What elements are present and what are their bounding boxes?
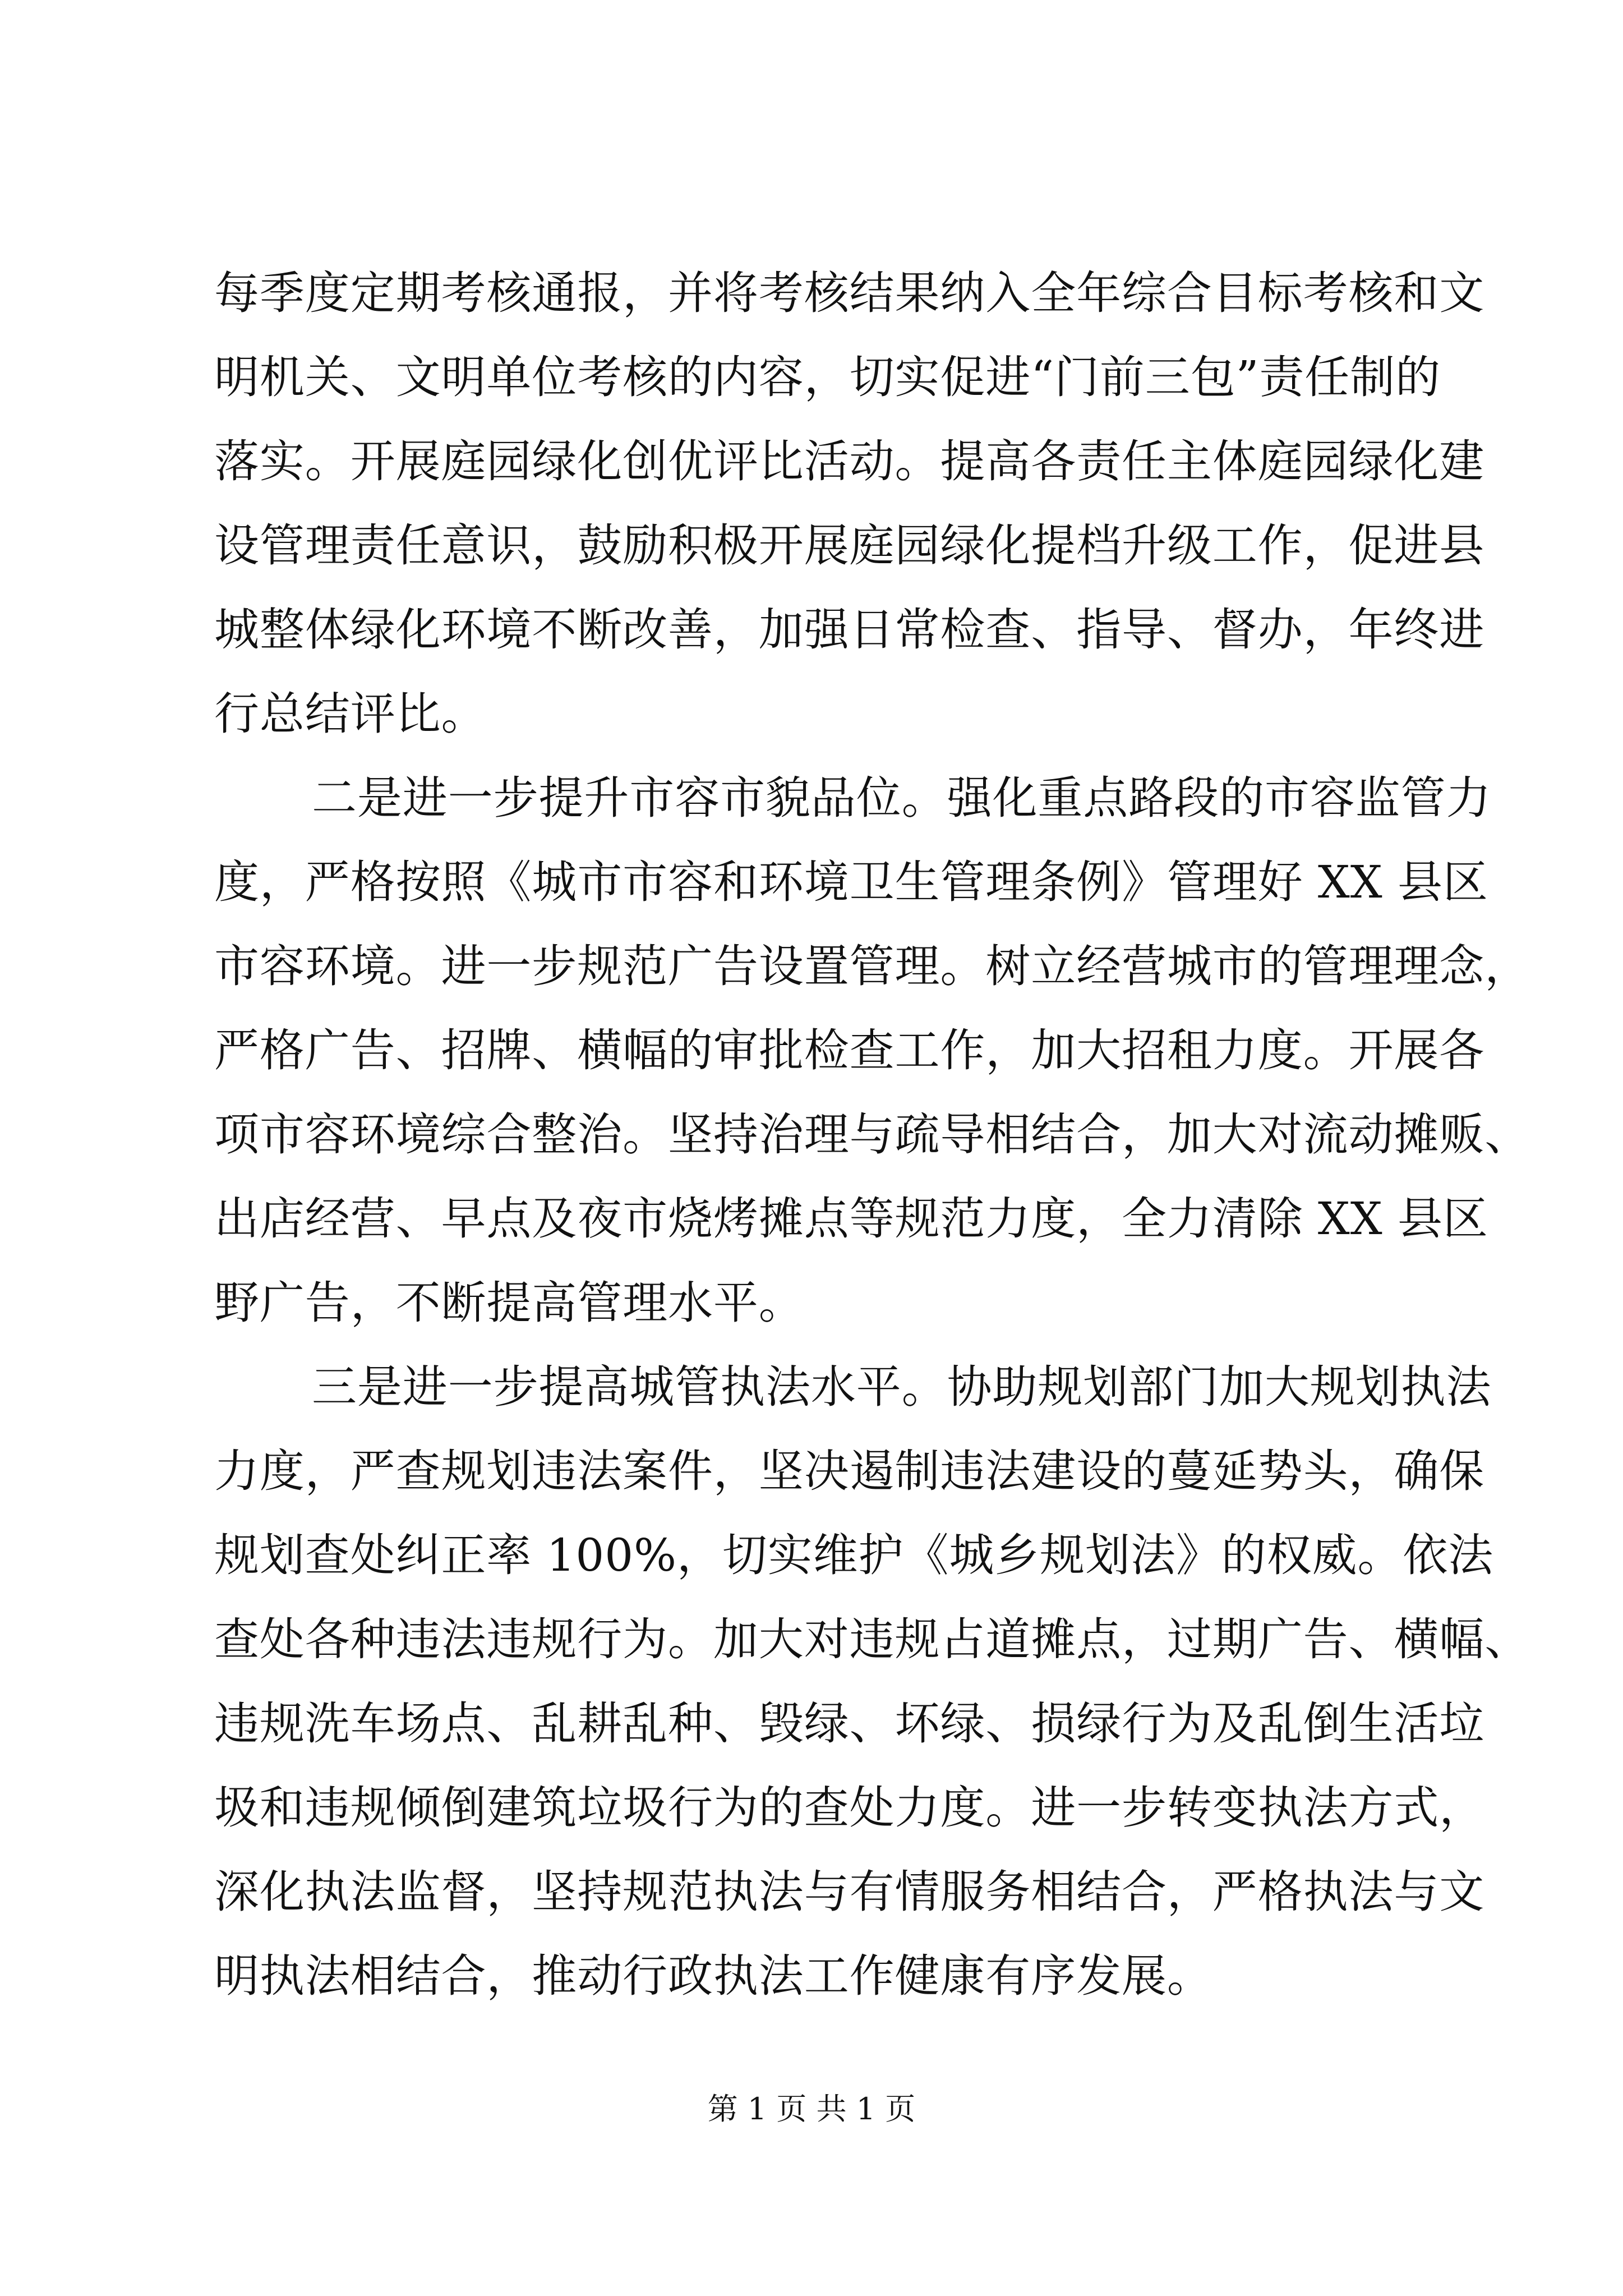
paragraph-1-line-1: 每季度定期考核通报，并将考核结果纳入全年综合目标考核和文 — [214, 267, 1485, 319]
paragraph-2-line-5: 项市容环境综合整治。坚持治理与疏导相结合，加大对流动摊贩、 — [214, 1108, 1530, 1161]
paragraph-3-line-8: 明执法相结合，推动行政执法工作健康有序发展。 — [214, 1950, 1212, 2002]
paragraph-1-line-4: 设管理责任意识，鼓励积极开展庭园绿化提档升级工作，促进县 — [214, 519, 1485, 572]
paragraph-1-line-2: 明机关、文明单位考核的内容，切实促进“门前三包”责任制的 — [214, 351, 1441, 403]
paragraph-3-line-3: 规划查处纠正率 100%，切实维护《城乡规划法》的权威。依法 — [214, 1529, 1494, 1581]
paragraph-3-line-6: 圾和违规倾倒建筑垃圾行为的查处力度。进一步转变执法方式， — [214, 1782, 1485, 1834]
paragraph-2-line-6: 出店经营、早点及夜市烧烤摊点等规范力度，全力清除 XX 县区 — [214, 1193, 1488, 1245]
paragraph-1-line-5: 城整体绿化环境不断改善，加强日常检查、指导、督办，年终进 — [214, 604, 1485, 656]
paragraph-3-line-4: 查处各种违法违规行为。加大对违规占道摊点，过期广告、横幅、 — [214, 1613, 1530, 1665]
paragraph-2-line-4: 严格广告、招牌、横幅的审批检查工作，加大招租力度。开展各 — [214, 1024, 1485, 1076]
paragraph-3-line-7: 深化执法监督，坚持规范执法与有情服务相结合，严格执法与文 — [214, 1866, 1485, 1918]
paragraph-1-line-3: 落实。开展庭园绿化创优评比活动。提高各责任主体庭园绿化建 — [214, 435, 1485, 487]
paragraph-2-line-3: 市容环境。进一步规范广告设置管理。树立经营城市的管理理念， — [214, 940, 1530, 992]
page-number-footer: 第 1 页 共 1 页 — [707, 2091, 916, 2127]
document-body — [214, 251, 1530, 2018]
paragraph-2-line-2: 度，严格按照《城市市容和环境卫生管理条例》管理好 XX 县区 — [214, 856, 1488, 908]
paragraph-3-line-5: 违规洗车场点、乱耕乱种、毁绿、坏绿、损绿行为及乱倒生活垃 — [214, 1697, 1485, 1750]
paragraph-3-line-1: 三是进一步提高城管执法水平。协助规划部门加大规划执法 — [312, 1361, 1492, 1413]
paragraph-2-line-1: 二是进一步提升市容市貌品位。强化重点路段的市容监管力 — [312, 772, 1492, 824]
paragraph-3-line-2: 力度，严查规划违法案件，坚决遏制违法建设的蔓延势头，确保 — [214, 1445, 1485, 1497]
paragraph-2-line-7: 野广告，不断提高管理水平。 — [214, 1277, 804, 1329]
paragraph-1-line-6: 行总结评比。 — [214, 688, 487, 740]
